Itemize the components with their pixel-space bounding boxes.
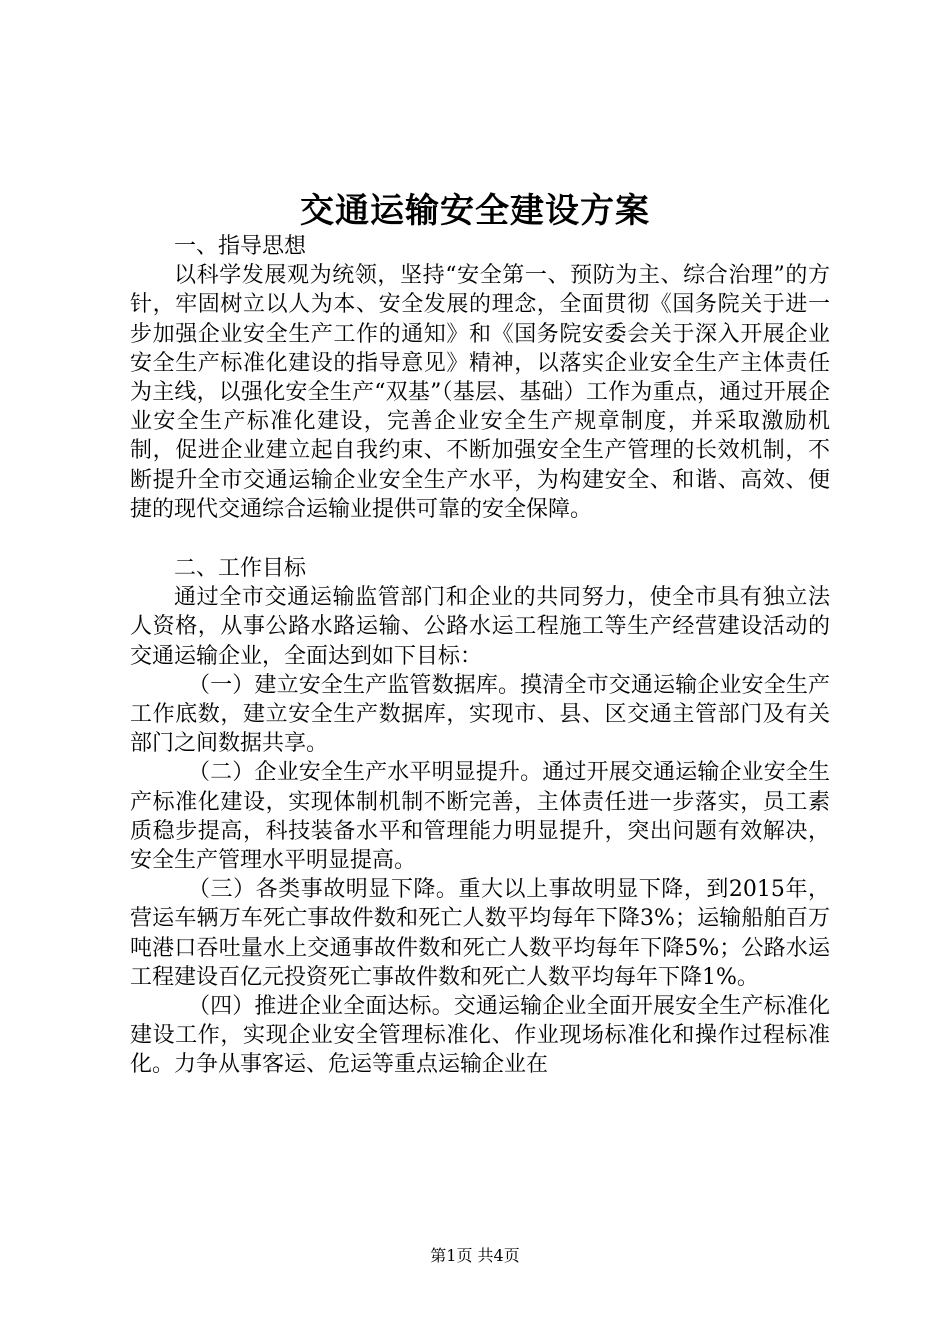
paragraph-goal-1: （一）建立安全生产监管数据库。摸清全市交通运输企业安全生产工作底数，建立安全生产数据库，实现市、县、区交通主管部门及有关部门之间数据共享。 bbox=[130, 672, 830, 757]
document-body bbox=[130, 232, 830, 1080]
section-heading-guiding-ideology: 一、指导思想 bbox=[174, 234, 307, 259]
paragraph-spacer bbox=[130, 524, 830, 554]
document-title: 交通运输安全建设方案 bbox=[300, 191, 650, 231]
paragraph-goal-2: （二）企业安全生产水平明显提升。通过开展交通运输企业安全生产标准化建设，实现体制机制不断完善，主体责任进一步落实，员工素质稳步提高，科技装备水平和管理能力明显提升，突出问题有效解决，安全生产管理水平明显提高。 bbox=[130, 760, 830, 874]
paragraph-guiding-ideology: 以科学发展观为统领，坚持“安全第一、预防为主、综合治理”的方针，牢固树立以人为本、安全发展的理念，全面贯彻《国务院关于进一步加强企业安全生产工作的通知》和《国务院安委会关于深入开展企业安全生产标准化建设的指导意见》精神，以落实企业安全生产主体责任为主线，以强化安全生产“双基”（基层、基础）工作为重点，通过开展企业安全生产标准化建设，完善企业安全生产规章制度，并采取激励机制，促进企业建立起自我约束、不断加强安全生产管理的长效机制，不断提升全市交通运输企业安全生产水平，为构建安全、和谐、高效、便捷的现代交通综合运输业提供可靠的安全保障。 bbox=[130, 263, 830, 522]
paragraph-goal-4: （四）推进企业全面达标。交通运输企业全面开展安全生产标准化建设工作，实现企业安全管理标准化、作业现场标准化和操作过程标准化。力争从事客运、危运等重点运输企业在 bbox=[130, 994, 830, 1078]
paragraph-work-goals-intro: 通过全市交通运输监管部门和企业的共同努力，使全市具有独立法人资格，从事公路水路运输、公路水运工程施工等生产经营建设活动的交通运输企业，全面达到如下目标： bbox=[130, 585, 830, 669]
page-footer: 第1页 共4页 bbox=[430, 1246, 520, 1265]
paragraph-goal-3: （三）各类事故明显下降。重大以上事故明显下降，到2015年，营运车辆万车死亡事故件数和死亡人数平均每年下降3%；运输船舶百万吨港口吞吐量水上交通事故件数和死亡人数平均每年下降5%；公路水运工程建设百亿元投资死亡事故件数和死亡人数平均每年下降1%。 bbox=[130, 877, 830, 990]
section-heading-work-goals: 二、工作目标 bbox=[174, 556, 307, 582]
